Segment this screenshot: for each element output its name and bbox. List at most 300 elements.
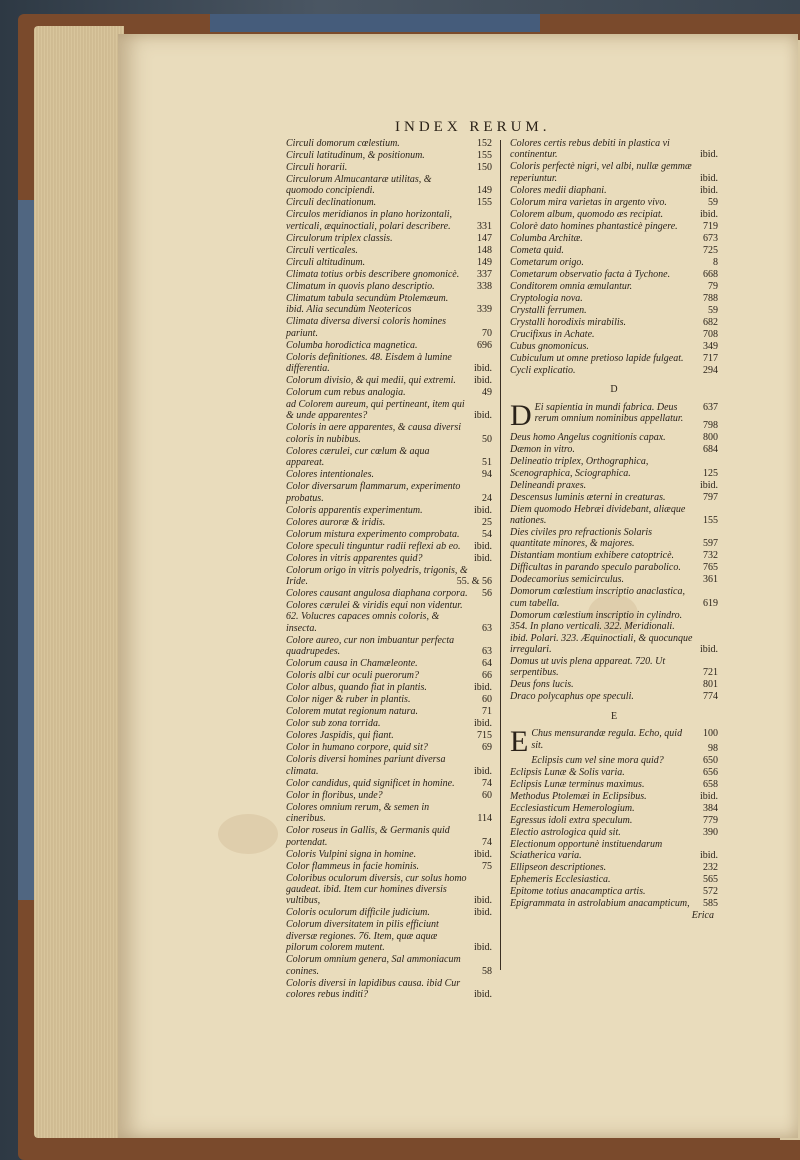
index-entry [510,886,718,897]
entry-text: Coloris oculorum difficile judicium. [286,907,430,919]
entry-text: Colorum mistura experimento comprobata. [286,528,460,540]
entry-page: 390 [703,826,718,838]
index-entry [286,682,492,693]
index-entry [286,718,492,729]
index-entry [286,778,492,789]
entry-text: Colores auroræ & iridis. [286,516,386,528]
index-entry [286,505,492,516]
entry-page: 668 [703,268,718,280]
index-entry [510,691,718,702]
entry-page: 49 [482,387,492,399]
entry-page: 798 [703,420,718,432]
entry-page: 732 [703,550,718,562]
entry-text: Epitome totius anacamptica artis. [510,886,646,898]
entry-text: Chus mensurandæ regula. Echo, quid sit. [531,728,683,751]
index-entry [510,767,718,778]
entry-text: Conditorem omnia æmulantur. [510,280,633,292]
entry-page: 149 [477,256,492,268]
entry-page: ibid. [473,540,492,552]
entry-text: Circuli declinationum. [286,197,377,209]
index-entry [286,150,492,161]
index-entry [510,550,718,561]
entry-page: 774 [703,691,718,703]
entry-page: 597 [703,538,718,550]
index-entry [510,755,718,766]
entry-page: 79 [708,280,718,292]
entry-page: 59 [708,304,718,316]
index-column-left [286,138,492,1001]
entry-text: Colore aureo, cur non imbuantur perfecta quadrupedes. [286,634,455,658]
index-entry [510,504,718,527]
entry-page: 155 [477,197,492,209]
entry-text: Color albus, quando fiat in plantis. [286,682,427,694]
entry-page: 361 [703,574,718,586]
entry-text: Circuli latitudinum, & positionum. [286,150,425,161]
index-entry [286,340,492,351]
entry-page: 147 [477,232,492,244]
entry-page: 155 [477,150,492,161]
entry-text: Circuli verticales. [286,244,358,256]
entry-text: Color roseus in Gallis, & Germanis quid portendat. [286,825,450,848]
entry-text: Colorem album, quomodo æs recipiat. [510,208,664,220]
entry-page: ibid. [473,848,492,860]
entry-text: Delineatio triplex, Orthographica, Scenographica, Sciographica. [510,456,649,479]
entry-text: Climatum tabula secundùm Ptolemæum. ibid. Alia secundùm Neotericos [286,292,449,316]
index-entry [510,791,718,802]
entry-page: 658 [703,778,718,790]
entry-text: Coloris in aere apparentes, & causa diversi coloris in nubibus. [286,422,462,445]
index-entry [510,138,718,161]
entry-text: Cometarum origo. [510,256,584,268]
index-entry [510,365,718,376]
entry-text: Coloris perfectè nigri, vel albi, nullæ gemmæ reperiuntur. [510,161,692,184]
entry-text: Electio astrologica quid sit. [510,826,621,838]
index-entry [510,317,718,328]
index-entry [286,481,492,504]
index-entry [510,269,718,280]
index-entry [510,527,718,550]
entry-page: 74 [482,777,492,789]
index-entry [510,257,718,268]
entry-page: 779 [703,814,718,826]
entry-text: Colores omnium rerum, & semen in cineribus. [286,801,430,825]
index-entry [286,978,492,1001]
entry-page: 719 [703,220,718,232]
index-entry [510,656,718,679]
index-entry [286,209,492,232]
index-entry [510,874,718,885]
entry-page: 715 [477,730,492,742]
entry-text: Coloribus oculorum diversis, cur solus homo gaudeat. ibid. Item cur homines diversis vultibus, [286,872,467,907]
entry-page: 650 [703,754,718,766]
index-entry [286,174,492,197]
entry-page: 58 [482,965,492,977]
entry-text: Circulos meridianos in plano horizontali, verticali, æquinoctiali, polari describere. [286,209,453,232]
index-entry [286,849,492,860]
entry-page: 339 [477,304,492,316]
index-entry [286,293,492,316]
entry-page: ibid. [699,184,718,196]
index-entry [510,827,718,838]
index-entry [286,742,492,753]
entry-page: 155 [703,515,718,527]
entry-page: 384 [703,802,718,814]
entry-text: Columba horodictica magnetica. [286,339,418,351]
entry-text: Colorum mira varietas in argento vivo. [510,196,667,208]
index-entry [286,790,492,801]
index-entry [286,730,492,741]
index-entry [286,670,492,681]
entry-text: Domorum cœlestium inscriptio anaclastica, cum tabella. [510,586,685,609]
entry-page: 338 [477,280,492,292]
entry-page: ibid. [473,718,492,730]
index-entry [510,492,718,503]
entry-page: ibid. [699,149,718,161]
entry-text: Deus fons lucis. [510,679,574,691]
entries-c-continued [510,138,718,376]
index-entry [286,245,492,256]
index-entry [286,162,492,173]
entry-page: 349 [703,340,718,352]
entry-page: 63 [482,622,492,634]
entry-text: Coloris diversi homines pariunt diversa climata. [286,754,446,777]
entry-text: Climata totius orbis describere gnomonicè. [286,268,460,280]
entry-text: Dæmon in vitro. [510,444,575,456]
column-divider [500,140,501,970]
entry-text: Circulorum Almucantaræ utilitas, & quomodo concipiendi. [286,174,432,197]
index-entry [510,245,718,256]
entries-e [510,755,718,910]
entry-text: Circuli domorum cœlestium. [286,138,400,149]
entry-text: Colores Jaspidis, qui fiant. [286,730,394,742]
entry-text: Colorem mutat regionum natura. [286,706,419,718]
index-entry [286,399,492,422]
entry-page: 637 [703,401,718,413]
entry-text: Dodecamorius semicirculus. [510,574,625,586]
entry-text: Colorum diversitatem in pilis efficiunt diversæ regiones. 76. Item, quæ aquæ pilorum colorem mutent. [286,919,439,954]
catchword: Erica [691,910,714,922]
entry-text: Color in floribus, unde? [286,789,383,801]
entry-text: Distantiam montium exhibere catoptricè. [510,550,675,562]
entry-text: Cubus gnomonicus. [510,340,589,352]
index-entry [510,197,718,208]
entry-text: Colorum divisio, & qui medii, qui extremi. [286,375,456,387]
index-entry [286,954,492,977]
entry-text: Crystalli horodixis mirabilis. [510,316,627,328]
entry-page: 149 [477,185,492,197]
entry-page: ibid. [699,790,718,802]
page-header: INDEX RERUM. [395,119,551,135]
entry-page: 60 [482,789,492,801]
index-entry [510,815,718,826]
entry-page: 797 [703,491,718,503]
entry-page: 114 [477,813,492,825]
index-entry [286,907,492,918]
entry-page: 696 [477,339,492,351]
index-entry [510,679,718,690]
entry-page: 60 [482,694,492,706]
cover-marbled-strip [210,14,540,32]
index-entry [286,825,492,848]
index-entry [286,375,492,386]
entry-text: Circuli altitudinum. [286,256,366,268]
entry-page: 673 [703,232,718,244]
entry-page: ibid. [473,988,492,1000]
index-entry [510,562,718,573]
entry-text: Colores cærulei, cur cœlum & aqua appareat. [286,445,430,469]
entry-text: Colores certis rebus debiti in plastica vi continentur. [510,138,670,161]
entry-text: Circulorum triplex classis. [286,232,393,244]
entry-text: Methodus Ptolemæi in Eclipsibus. [510,790,647,802]
index-entry [286,387,492,398]
entry-text: Domus ut uvis plena appareat. 720. Ut serpentibus. [510,656,666,679]
entry-page: ibid. [473,375,492,387]
entry-page: ibid. [473,942,492,954]
entry-text: Epigrammata in astrolabium anacampticum, [510,898,690,910]
entry-text: Ephemeris Ecclesiastica. [510,874,611,886]
entry-page: ibid. [699,172,718,184]
entry-page: 721 [703,667,718,679]
entry-text: Colorum omnium genera, Sal ammoniacum conines. [286,954,461,977]
entry-page: ibid. [473,504,492,516]
entry-text: Cubiculum ut omne pretioso lapide fulgeat. [510,352,684,364]
entry-text: Coloris Vulpini signa in homine. [286,848,417,860]
entry-text: Cycli explicatio. [510,364,576,376]
entry-page: ibid. [699,850,718,862]
entry-text: Columba Architæ. [510,232,583,244]
entry-page: 54 [482,528,492,540]
index-entry [286,257,492,268]
index-entry [286,197,492,208]
entry-page: ibid. [699,479,718,491]
entry-page: 56 [482,588,492,600]
index-entry [286,706,492,717]
index-entry [286,802,492,825]
entry-page: 725 [703,244,718,256]
dropcap-e: E [510,725,529,759]
entry-page: 800 [703,432,718,444]
entry-page: 717 [703,352,718,364]
entry-page: 66 [482,670,492,682]
entry-text: Descensus luminis æterni in creaturas. [510,491,666,503]
entry-text: Coloris apparentis experimentum. [286,504,423,516]
index-entry [286,138,492,149]
index-entry [510,444,718,455]
entry-page: 294 [703,364,718,376]
entry-text: Colorum causa in Chamæleonte. [286,658,418,670]
entry-page: 98 [708,742,718,754]
entry-text: Color diversarum flammarum, experimento probatus. [286,481,461,504]
entry-text: Deus homo Angelus cognitionis capax. [510,432,666,444]
entry-text: Color sub zona torrida. [286,718,381,730]
index-entry [510,221,718,232]
entry-text: Colores medii diaphani. [510,184,607,196]
entry-text: Eclipsis Lunæ terminus maximus. [510,778,645,790]
entry-text: Delineandi praxes. [510,479,587,491]
index-entry [510,185,718,196]
index-entry [286,873,492,907]
index-entry [510,432,718,443]
entry-page: ibid. [473,682,492,694]
entry-page: ibid. [473,363,492,375]
entry-text: Colores in vitris apparentes quid? [286,552,423,564]
entry-page: ibid. [473,552,492,564]
entry-page: 94 [482,469,492,481]
entry-page: 788 [703,292,718,304]
entry-text: Eclipsis Lunæ & Solis varia. [510,766,625,778]
entry-page: 50 [482,433,492,445]
entry-text: Colore speculi tinguntur radii reflexi ab eo. [286,540,461,552]
entry-text: Colorum cum rebus analogia. [286,387,406,399]
entry-text: Climata diversa diversi coloris homines pariunt. [286,316,446,339]
entry-page: ibid. [473,895,492,907]
page-stack-edge [34,26,124,1138]
entry-page: 100 [703,728,718,740]
entry-text: Draco polycaphus ope speculi. [510,691,634,703]
entry-page: 59 [708,196,718,208]
index-entry [286,269,492,280]
entry-text: Circuli horarii. [286,162,348,173]
index-entry [286,754,492,777]
entry-page: 69 [482,742,492,754]
entry-page: 63 [482,646,492,658]
index-entry [510,779,718,790]
dropcap-d: D [510,398,532,432]
entry-page: 708 [703,328,718,340]
entry-text: Color in humano corpore, quid sit? [286,742,428,754]
index-entry [510,305,718,316]
entry-text: Diem quomodo Hebræi dividebant, aliæque nationes. [510,503,686,527]
index-entry [286,422,492,445]
entry-page: 331 [477,220,492,232]
entry-page: 125 [703,467,718,479]
entry-page: 150 [477,162,492,173]
entry-page: 619 [703,597,718,609]
entry-page: ibid. [473,765,492,777]
entry-text: Ecclesiasticum Hemerologium. [510,802,635,814]
entry-page: 148 [477,244,492,256]
entry-page: 8 [713,256,718,268]
entry-text: Climatum in quovis plano descriptio. [286,280,435,292]
index-entry [510,161,718,184]
index-entry [286,588,492,599]
index-entry [286,658,492,669]
entry-page: 55. & 56 [456,576,492,588]
entry-text: ad Colorem aureum, qui pertineant, item qui & unde apparentes? [286,399,465,422]
index-entry [286,861,492,872]
entry-page: 585 [703,898,718,910]
entry-text: Coloris albi cur oculi puerorum? [286,670,419,682]
entry-text: Dies civiles pro refractionis Solaris quantitate minores, & majores. [510,527,653,550]
index-entry [510,574,718,585]
index-entry [510,329,718,340]
entry-text: Crucifixus in Achate. [510,328,595,340]
entry-page: 25 [482,516,492,528]
entry-text: Coloris diversi in lapidibus causa. ibid Cur colores rebus inditi? [286,977,461,1000]
entry-page: 337 [477,268,492,280]
entry-page: ibid. [699,644,718,656]
entry-page: 684 [703,444,718,456]
index-entry-dropcap [510,398,718,432]
entry-page: 152 [477,138,492,149]
entry-text: Cometarum observatio facta à Tychone. [510,268,671,280]
entry-text: Colorè dato homines phantasticè pingere. [510,220,678,232]
entry-text: Crystalli ferrumen. [510,304,587,316]
entry-page: ibid. [473,907,492,919]
index-column-right [510,138,718,922]
index-entry [510,209,718,220]
index-entry [286,316,492,339]
index-entry [510,862,718,873]
entry-text: Color flammeus in facie hominis. [286,860,420,872]
entry-page: 682 [703,316,718,328]
entry-page: 801 [703,679,718,691]
entry-page: 765 [703,562,718,574]
page-stain [218,814,278,854]
entry-text: Difficultas in parando speculo parabolico. [510,562,681,574]
index-entry [510,353,718,364]
entries-d [510,432,718,703]
index-entry [510,341,718,352]
entry-text: Ei sapientia in mundi fabrica. Deus rerum omnium nominibus appellatur. [534,401,684,425]
index-entry [286,635,492,658]
entry-text: Domorum cœlestium inscriptio in cylindro. 354. In plano verticali. 322. Meridionali. ibid. Polari. 323. Æquinoctiali, & quocunque irregulari. [510,609,693,656]
index-entry [510,898,718,909]
entry-text: Electionum opportunè instituendarum Sciatherica varia. [510,838,663,862]
entry-text: Egressus idoli extra speculum. [510,814,633,826]
entry-text: Cometa quid. [510,244,564,256]
index-entry [510,803,718,814]
index-entry [286,565,492,588]
index-entry [286,919,492,953]
index-entry [286,694,492,705]
index-entry [286,541,492,552]
index-entry [286,600,492,634]
index-entry [510,586,718,609]
index-entry [510,480,718,491]
entry-text: Colorum origo in vitris polyedris, trigonis, & Iride. [286,564,468,588]
entry-page: 74 [482,836,492,848]
index-entry [286,352,492,375]
entry-page: 565 [703,874,718,886]
index-entry-dropcap [510,725,718,759]
entry-text: Ellipseon descriptiones. [510,862,607,874]
entry-text: Color candidus, quid significet in homine. [286,777,455,789]
entry-text: Cryptologia nova. [510,292,583,304]
entry-text: Eclipsis cum vel sine mora quid? [531,754,664,766]
entry-page: ibid. [473,410,492,422]
index-entry [286,281,492,292]
section-letter-d: D [610,384,618,396]
entry-page: 24 [482,492,492,504]
index-entry [286,446,492,469]
index-entry [510,281,718,292]
entry-text: Color niger & ruber in plantis. [286,694,411,706]
entry-page: ibid. [699,208,718,220]
entry-text: Colores intentionales. [286,469,374,481]
entry-page: 75 [482,860,492,872]
entry-page: 70 [482,327,492,339]
index-entry [286,233,492,244]
index-entry [510,233,718,244]
entry-page: 71 [482,706,492,718]
entry-page: 64 [482,658,492,670]
entry-text: Colores causant angulosa diaphana corpora. [286,588,468,600]
entry-page: 656 [703,766,718,778]
index-entry [286,529,492,540]
index-entry [510,839,718,862]
entry-text: Colores cærulei & viridis equi non videntur. 62. Volucres capaces omnis coloris, & insecta. [286,600,463,634]
